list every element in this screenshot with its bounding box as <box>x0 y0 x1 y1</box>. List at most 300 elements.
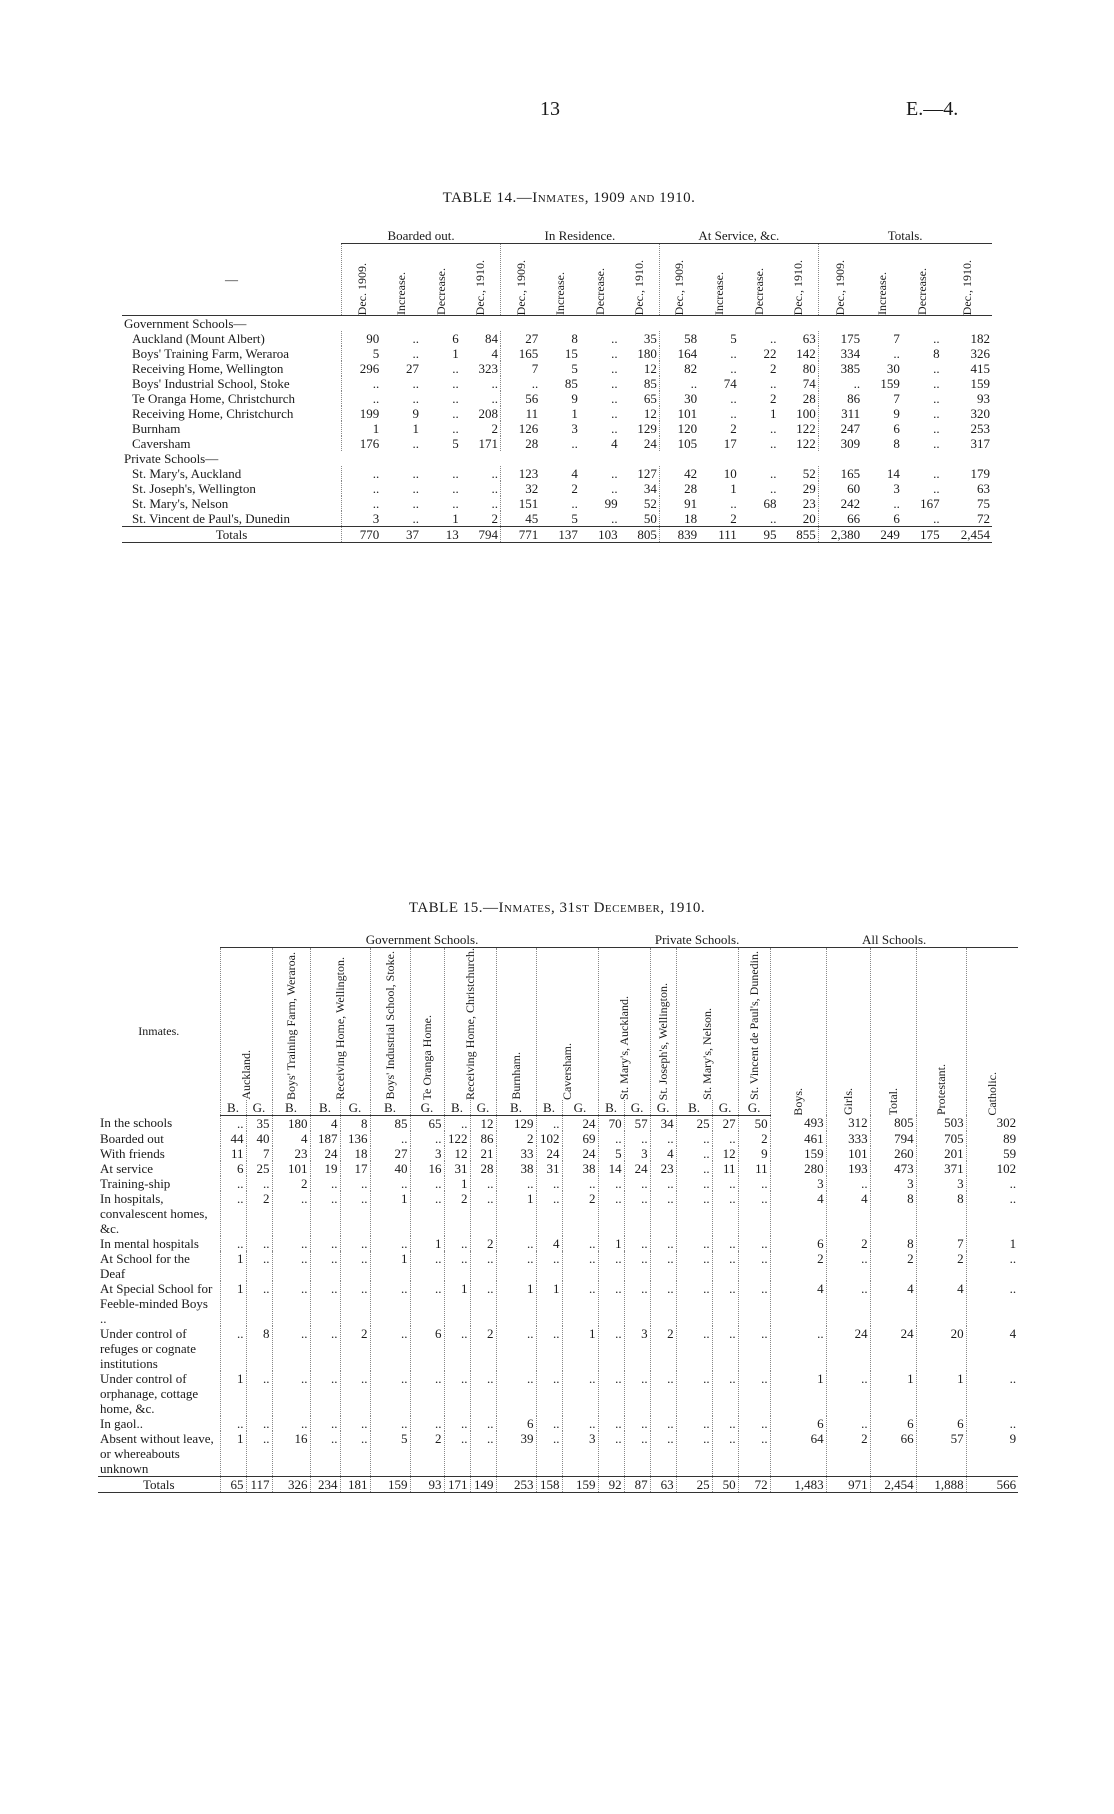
table-row <box>98 1176 1018 1191</box>
table-cell: 1 <box>342 421 382 436</box>
table-cell: 1 <box>496 1191 536 1236</box>
table-cell: .. <box>598 1176 624 1191</box>
table14-col-header <box>862 244 902 316</box>
table-cell: 2 <box>738 1131 770 1146</box>
table14-col-header-label: Decrease. <box>592 268 607 315</box>
table-cell: 38 <box>496 1161 536 1176</box>
table-cell: .. <box>412 331 419 346</box>
table-cell: 24 <box>826 1326 870 1371</box>
table-cell: .. <box>676 1131 712 1146</box>
table-cell: 164 <box>659 346 699 361</box>
table-cell: 9 <box>571 391 578 406</box>
table-cell: 127 <box>637 466 657 481</box>
table14-title-main: TABLE 14.— <box>442 190 533 206</box>
totals-cell: 771 <box>500 527 540 543</box>
table-cell: 175 <box>818 331 862 346</box>
group-header-private-schools: Private Schools. <box>624 932 770 948</box>
table-cell: .. <box>650 1371 676 1416</box>
table-cell: .. <box>536 1371 562 1416</box>
table-cell: 65 <box>410 1115 444 1131</box>
totals-cell: 159 <box>370 1476 410 1492</box>
table-cell: .. <box>676 1176 712 1191</box>
table-cell: 11 <box>738 1161 770 1176</box>
table-cell: 260 <box>870 1146 916 1161</box>
table-cell: 1 <box>598 1236 624 1251</box>
table14-group-header-row <box>122 228 992 244</box>
table-cell: 5 <box>730 331 737 346</box>
table-cell: 25 <box>246 1161 272 1176</box>
table-cell: 3 <box>571 421 578 436</box>
row-label: St. Mary's, Nelson <box>132 496 229 511</box>
table15-sex-header: B. <box>272 1100 310 1116</box>
table-cell: 1 <box>220 1371 246 1416</box>
table-cell: .. <box>410 1371 444 1416</box>
table14-col-header <box>342 244 382 316</box>
table-cell: 126 <box>500 421 540 436</box>
totals-cell: 234 <box>310 1476 340 1492</box>
table-cell: .. <box>650 1416 676 1431</box>
table-cell: .. <box>470 1371 496 1416</box>
row-label: Auckland (Mount Albert) <box>132 331 265 346</box>
table15-school-header-label: Boys' Industrial School, Stoke. <box>383 951 397 1100</box>
table-row <box>98 1236 1018 1251</box>
row-label: Absent without leave, or whereabouts unknown <box>100 1430 214 1476</box>
table-cell: 323 <box>478 361 498 376</box>
table15-sex-header: B. <box>310 1100 340 1116</box>
table-cell: 4 <box>770 1191 826 1236</box>
table-row <box>98 1371 1018 1416</box>
table14-corner: — <box>122 244 342 316</box>
table-cell: 68 <box>763 496 777 511</box>
table-cell: 34 <box>643 481 657 496</box>
table-cell: .. <box>470 1251 496 1281</box>
table-cell: .. <box>452 391 459 406</box>
table-cell: .. <box>650 1281 676 1326</box>
table-cell: 89 <box>966 1131 1018 1146</box>
table-cell: 503 <box>916 1115 966 1131</box>
table-cell: 28 <box>470 1161 496 1176</box>
table-cell: .. <box>246 1371 272 1416</box>
table-cell: .. <box>491 391 498 406</box>
table-cell: .. <box>676 1281 712 1326</box>
table-cell: 2 <box>650 1326 676 1371</box>
table15-sex-header: G. <box>340 1100 370 1116</box>
table-cell: 27 <box>406 361 419 376</box>
table-cell: .. <box>342 466 382 481</box>
table-cell: 296 <box>342 361 382 376</box>
table-cell: 58 <box>659 331 699 346</box>
table-cell: .. <box>452 376 459 391</box>
table-cell: 3 <box>562 1431 598 1477</box>
table-cell: .. <box>770 1326 826 1371</box>
table-cell: 2 <box>826 1236 870 1251</box>
table-cell: .. <box>966 1176 1018 1191</box>
table-cell: .. <box>370 1131 410 1146</box>
table-row <box>122 346 992 361</box>
table-cell: .. <box>624 1431 650 1477</box>
table-cell: .. <box>496 1371 536 1416</box>
table14-col-header-label: Dec., 1910. <box>473 259 488 315</box>
table-cell: 1 <box>220 1431 246 1477</box>
table-cell: .. <box>340 1281 370 1326</box>
table-cell: 8 <box>571 331 578 346</box>
table15-group-header-row <box>98 932 1018 948</box>
totals-cell: 855 <box>779 527 819 543</box>
table-cell: .. <box>452 466 459 481</box>
table-cell: .. <box>598 1191 624 1236</box>
table-cell: .. <box>342 481 382 496</box>
table15-title-main: TABLE 15.— <box>408 900 499 916</box>
row-label: Receiving Home, Christchurch <box>132 406 294 421</box>
table-cell: 40 <box>370 1161 410 1176</box>
row-label: Boys' Training Farm, Weraroa <box>132 346 290 361</box>
table15-all-header <box>826 948 870 1116</box>
table-cell: .. <box>611 361 618 376</box>
table-cell: 32 <box>500 481 540 496</box>
table-cell: 12 <box>643 406 657 421</box>
table15-sex-header: B. <box>220 1100 246 1116</box>
table-cell: 11 <box>220 1146 246 1161</box>
table-cell: .. <box>826 1281 870 1326</box>
table-cell: .. <box>272 1371 310 1416</box>
table-row <box>122 436 992 451</box>
table14-sub-header-row <box>122 244 992 316</box>
table-cell: 19 <box>310 1161 340 1176</box>
table15-school-header <box>444 948 496 1100</box>
table-cell: .. <box>966 1191 1018 1236</box>
table-cell: .. <box>966 1281 1018 1326</box>
table-cell: .. <box>712 1251 738 1281</box>
table-cell: 280 <box>770 1161 826 1176</box>
totals-label: Totals <box>98 1476 220 1492</box>
table14-col-header-label: Dec., 1909. <box>513 259 528 315</box>
table-cell: .. <box>676 1146 712 1161</box>
table-cell: .. <box>272 1251 310 1281</box>
table-row <box>98 1115 1018 1131</box>
row-label: In hospitals, convalescent homes, &c. <box>100 1190 208 1236</box>
table15-all-header <box>916 948 966 1116</box>
totals-row <box>98 1476 1018 1492</box>
table-cell: 84 <box>484 331 498 346</box>
table-cell: .. <box>444 1236 470 1251</box>
table-cell: 50 <box>643 511 657 526</box>
table-cell: .. <box>933 406 940 421</box>
table-cell: .. <box>452 421 459 436</box>
table-row <box>122 496 992 511</box>
table-cell: 9 <box>412 406 419 421</box>
table15-sex-header: G. <box>738 1100 770 1116</box>
table-cell: 23 <box>272 1146 310 1161</box>
table15-school-header-label: Boys' Training Farm, Weraroa. <box>284 952 298 1100</box>
table-cell: 80 <box>802 361 816 376</box>
table-row <box>98 1191 1018 1236</box>
table-cell: .. <box>410 1191 444 1236</box>
table-cell: .. <box>676 1416 712 1431</box>
table-cell: .. <box>611 481 618 496</box>
table-cell: .. <box>310 1416 340 1431</box>
table-cell: 74 <box>723 376 737 391</box>
table-cell: .. <box>491 481 498 496</box>
row-label: Receiving Home, Wellington <box>132 361 284 376</box>
row-label: In mental hospitals <box>100 1235 199 1251</box>
table-cell: .. <box>272 1191 310 1236</box>
group-header-boarded-out: Boarded out. <box>342 228 501 244</box>
table14-col-header <box>500 244 540 316</box>
table-cell: 2 <box>770 1251 826 1281</box>
table-cell: .. <box>770 436 777 451</box>
table-cell: 7 <box>893 391 900 406</box>
table14-col-header <box>779 244 819 316</box>
table-cell: 5 <box>342 346 382 361</box>
totals-cell: 2,454 <box>942 527 992 543</box>
table-cell: .. <box>738 1176 770 1191</box>
table14-title <box>12 190 1114 207</box>
table-cell: .. <box>611 406 618 421</box>
table-cell: 805 <box>870 1115 916 1131</box>
table15-sex-header: B. <box>536 1100 562 1116</box>
table-cell: 20 <box>802 511 816 526</box>
table-cell: 29 <box>802 481 816 496</box>
table-cell: .. <box>412 376 419 391</box>
table15-sex-header: G. <box>650 1100 676 1116</box>
table15-school-header-label: Auckland. <box>239 1050 253 1100</box>
table-cell: .. <box>310 1281 340 1326</box>
table-cell: .. <box>310 1326 340 1371</box>
table-cell: 18 <box>659 511 699 527</box>
totals-cell: 253 <box>496 1476 536 1492</box>
table15-school-header <box>220 948 272 1100</box>
table-cell: .. <box>220 1191 246 1236</box>
table-cell: 28 <box>802 391 816 406</box>
table-cell: 1 <box>410 1236 444 1251</box>
table-cell: 1 <box>966 1236 1018 1251</box>
table-cell: .. <box>611 421 618 436</box>
table-cell: 82 <box>659 361 699 376</box>
table14-col-header-label: Dec. 1909. <box>354 262 369 315</box>
table15-school-header <box>370 948 410 1100</box>
table-cell: .. <box>246 1176 272 1191</box>
table-cell: .. <box>650 1431 676 1477</box>
group-header-all-schools: All Schools. <box>770 932 1018 948</box>
table-cell: 85 <box>370 1115 410 1131</box>
group-header-in-residence: In Residence. <box>500 228 659 244</box>
table-cell: 142 <box>796 346 816 361</box>
table-cell: .. <box>738 1371 770 1416</box>
table-cell: .. <box>624 1191 650 1236</box>
table-cell: 35 <box>643 331 657 346</box>
table-cell: 10 <box>723 466 737 481</box>
totals-cell: 159 <box>562 1476 598 1492</box>
table-cell: .. <box>500 376 540 391</box>
table-cell: .. <box>624 1371 650 1416</box>
table-cell: 1 <box>412 421 419 436</box>
table-cell: 20 <box>916 1326 966 1371</box>
totals-row <box>122 527 992 543</box>
table-cell: 320 <box>970 406 990 421</box>
table-row <box>122 481 992 496</box>
table-cell: .. <box>598 1371 624 1416</box>
table-cell: .. <box>444 1416 470 1431</box>
table15-all-header <box>870 948 916 1116</box>
table15-sex-header: G. <box>562 1100 598 1116</box>
table-cell: 9 <box>966 1431 1018 1477</box>
table-cell: 31 <box>444 1161 470 1176</box>
table-cell: 5 <box>571 511 578 526</box>
table-cell: .. <box>624 1176 650 1191</box>
table-cell: 39 <box>496 1431 536 1477</box>
table-cell: 45 <box>500 511 540 527</box>
table-cell: 3 <box>624 1326 650 1371</box>
table-cell: .. <box>536 1176 562 1191</box>
table-cell: .. <box>562 1251 598 1281</box>
table-cell: .. <box>562 1176 598 1191</box>
table-cell: 1 <box>770 406 777 421</box>
table-cell: .. <box>310 1431 340 1477</box>
table-cell: 30 <box>886 361 900 376</box>
table-cell: .. <box>933 376 940 391</box>
table-row <box>98 1326 1018 1371</box>
table-cell: 2 <box>770 361 777 376</box>
row-label: At School for the Deaf <box>100 1250 190 1281</box>
table-cell: .. <box>933 436 940 451</box>
table-cell: .. <box>818 376 862 391</box>
totals-cell: 63 <box>650 1476 676 1492</box>
table-cell: 3 <box>770 1176 826 1191</box>
table-cell: .. <box>611 346 618 361</box>
table-cell: 8 <box>340 1115 370 1131</box>
table-cell: 25 <box>676 1115 712 1131</box>
row-label: At service <box>100 1160 154 1176</box>
table-cell: 1 <box>496 1281 536 1326</box>
table-cell: 3 <box>870 1176 916 1191</box>
table15-all-header <box>966 948 1018 1116</box>
table-cell: 3 <box>893 481 900 496</box>
table14-col-header <box>540 244 580 316</box>
table-cell: 6 <box>770 1416 826 1431</box>
table-cell: .. <box>491 466 498 481</box>
table14-col-header-label: Increase. <box>394 272 409 315</box>
table-cell: .. <box>738 1251 770 1281</box>
table-cell: .. <box>738 1326 770 1371</box>
table14-col-header <box>699 244 739 316</box>
table-cell: .. <box>738 1281 770 1326</box>
table-row <box>122 466 992 481</box>
table-cell: 705 <box>916 1131 966 1146</box>
table-cell: .. <box>496 1326 536 1371</box>
row-label: St. Mary's, Auckland <box>132 466 242 481</box>
table-cell: 44 <box>220 1131 246 1146</box>
table-cell: .. <box>676 1236 712 1251</box>
totals-label: Totals <box>122 527 342 543</box>
table-cell: .. <box>712 1326 738 1371</box>
totals-cell: 137 <box>540 527 580 543</box>
row-label: Boys' Industrial School, Stoke <box>132 376 290 391</box>
table15-school-header-label: St. Mary's, Nelson. <box>700 1008 715 1100</box>
table-cell: .. <box>966 1251 1018 1281</box>
table15-sex-header: B. <box>676 1100 712 1116</box>
totals-cell: 65 <box>220 1476 246 1492</box>
table-cell: .. <box>676 1371 712 1416</box>
table-cell: 6 <box>410 1326 444 1371</box>
table-cell: 3 <box>410 1146 444 1161</box>
table-cell: .. <box>342 391 382 406</box>
table-cell: .. <box>826 1176 870 1191</box>
table15-all-header-label: Protestant. <box>934 1064 949 1116</box>
row-label: Burnham <box>132 421 181 436</box>
table-cell: 34 <box>650 1115 676 1131</box>
table-cell: .. <box>659 376 699 391</box>
table-cell: .. <box>770 511 777 526</box>
table-cell: .. <box>246 1251 272 1281</box>
table-cell: 1 <box>444 1176 470 1191</box>
table-cell: .. <box>412 466 419 481</box>
table-cell: 59 <box>966 1146 1018 1161</box>
table-cell: .. <box>452 406 459 421</box>
table-cell: 6 <box>452 331 459 346</box>
table14-col-header-label: Decrease. <box>914 268 929 315</box>
table-cell: 22 <box>763 346 777 361</box>
table-cell: .. <box>562 1416 598 1431</box>
row-label: St. Joseph's, Wellington <box>132 481 256 496</box>
table-cell: 6 <box>893 511 900 526</box>
table-cell: 2 <box>730 511 737 526</box>
table-cell: .. <box>220 1326 246 1371</box>
table-cell: 1 <box>770 1371 826 1416</box>
table-cell: .. <box>452 481 459 496</box>
table-cell: 42 <box>659 466 699 481</box>
table-cell: .. <box>933 466 940 481</box>
table-cell: 182 <box>970 331 990 346</box>
table-cell: 4 <box>966 1326 1018 1371</box>
table-cell: 23 <box>650 1161 676 1176</box>
table-cell: .. <box>730 361 737 376</box>
table-cell: 75 <box>977 496 990 511</box>
table-cell: .. <box>624 1236 650 1251</box>
table-cell: 2 <box>770 391 777 406</box>
table15-school-header <box>676 948 738 1100</box>
table-cell: .. <box>730 496 737 511</box>
table-cell: .. <box>598 1431 624 1477</box>
table-cell: .. <box>730 406 737 421</box>
table-cell: 151 <box>500 496 540 511</box>
table-cell: 101 <box>659 406 699 421</box>
table-cell: 2 <box>444 1191 470 1236</box>
table-cell: .. <box>624 1131 650 1146</box>
table-cell: .. <box>571 436 578 451</box>
table-cell: 129 <box>637 421 657 436</box>
totals-cell: 794 <box>461 527 501 543</box>
table-cell: 4 <box>611 436 618 451</box>
table-cell: .. <box>730 391 737 406</box>
table14-section-label: Private Schools— <box>124 451 219 466</box>
table-cell: .. <box>826 1251 870 1281</box>
table14-col-header-label: Increase. <box>553 272 568 315</box>
document-code: E.—4. <box>906 98 959 120</box>
table-cell: 6 <box>220 1161 246 1176</box>
table-cell: 8 <box>893 436 900 451</box>
table-cell: 8 <box>870 1191 916 1236</box>
table-cell: .. <box>571 496 578 511</box>
table-cell: .. <box>220 1236 246 1251</box>
table-cell: 40 <box>246 1131 272 1146</box>
table-cell: 72 <box>977 511 990 526</box>
table-cell: 27 <box>370 1146 410 1161</box>
table-cell: .. <box>738 1191 770 1236</box>
table-cell: .. <box>933 361 940 376</box>
table-cell: 21 <box>470 1146 496 1161</box>
table14-col-header <box>902 244 942 316</box>
table-cell: 461 <box>770 1131 826 1146</box>
